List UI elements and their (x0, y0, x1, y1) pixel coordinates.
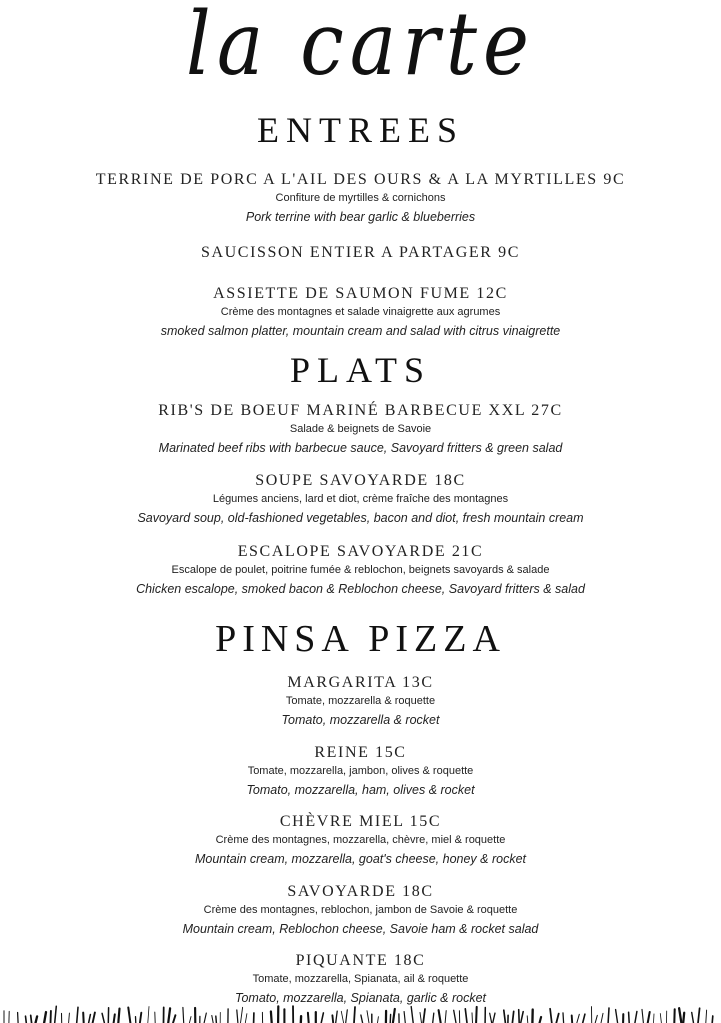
brush-stroke (404, 1012, 405, 1023)
brush-stroke (148, 1007, 149, 1023)
brush-stroke (519, 1010, 520, 1023)
menu-logo: la carte (185, 0, 536, 96)
brush-stroke (616, 1010, 618, 1023)
brush-stroke (93, 1013, 95, 1023)
brush-stroke (212, 1016, 213, 1023)
brush-stroke (245, 1014, 247, 1023)
brush-stroke (77, 1007, 78, 1023)
brush-stroke (445, 1011, 446, 1023)
brush-stroke (654, 1014, 655, 1023)
brush-stroke (118, 1009, 119, 1023)
brush-stroke (168, 1008, 170, 1023)
section-title-entrees: ENTREES (257, 110, 464, 150)
dish-name: ESCALOPE SAVOYARDE 21C (237, 543, 484, 560)
brush-stroke (26, 1016, 27, 1023)
brush-stroke (204, 1013, 206, 1023)
section-title-pinsa-pizza: PINSA PIZZA (215, 618, 506, 660)
dish-terrine (0, 170, 721, 226)
brush-stroke (635, 1012, 637, 1023)
dish-description-fr: Crème des montagnes, reblochon, jambon de Savoie & roquette (203, 904, 518, 916)
brush-stroke (83, 1013, 84, 1023)
brush-stroke (601, 1013, 603, 1023)
brush-stroke (55, 1006, 57, 1023)
brush-stroke (527, 1016, 528, 1023)
dish-description-en: Marinated beef ribs with barbecue sauce, Savoyard fritters & green salad (158, 441, 563, 455)
brush-stroke (648, 1012, 650, 1023)
brush-stroke (577, 1014, 580, 1023)
brush-stroke (642, 1009, 643, 1023)
dish-chevre-miel (0, 812, 721, 868)
brush-stroke (629, 1012, 630, 1023)
dish-name: RIB'S DE BOEUF MARINÉ BARBECUE XXL 27C (158, 402, 563, 419)
dish-description-en: Pork terrine with bear garlic & blueberries (245, 210, 476, 224)
brush-stroke (595, 1015, 597, 1023)
brush-stroke (512, 1011, 513, 1023)
brush-stroke (31, 1015, 32, 1023)
brush-stroke (493, 1013, 495, 1023)
brush-stroke (550, 1009, 552, 1023)
brush-stroke (490, 1013, 492, 1023)
brush-stroke (393, 1009, 395, 1023)
dish-name: PIQUANTE 18C (295, 952, 426, 969)
brush-stroke (321, 1013, 323, 1023)
brush-stroke (378, 1017, 379, 1023)
dish-description-en: Tomato, mozzarella, Spianata, garlic & rocket (234, 991, 487, 1005)
brush-stroke (341, 1011, 343, 1023)
brush-stroke (712, 1016, 713, 1023)
brush-stroke (346, 1010, 348, 1023)
dish-margarita (0, 673, 721, 729)
dish-description-en: Tomato, mozzarella & rocket (281, 713, 440, 727)
brush-stroke (692, 1012, 694, 1023)
dish-soupe (0, 471, 721, 527)
dish-name: SAUCISSON ENTIER A PARTAGER 9C (201, 244, 520, 261)
brush-stroke (465, 1009, 467, 1023)
brush-stroke (454, 1010, 456, 1023)
dish-description-fr: Légumes anciens, lard et diot, crème fraîche des montagnes (212, 493, 509, 505)
brush-stroke (271, 1012, 272, 1023)
dish-description-fr: Tomate, mozzarella, jambon, olives & roquette (247, 765, 474, 777)
brush-stroke (308, 1013, 309, 1023)
section-title-plats: PLATS (289, 350, 432, 390)
dish-ribs (0, 401, 721, 457)
dish-name: SOUPE SAVOYARDE 18C (255, 472, 466, 489)
brush-stroke (504, 1010, 506, 1023)
dish-name: ASSIETTE DE SAUMON FUME 12C (213, 285, 508, 302)
dish-description-fr: Tomate, mozzarella, Spianata, ail & roquette (252, 973, 469, 985)
dish-piquante (0, 951, 721, 1007)
brush-stroke (216, 1016, 217, 1023)
brush-stroke (332, 1015, 333, 1023)
dish-savoyarde (0, 882, 721, 938)
brush-stroke (189, 1017, 191, 1023)
brush-stroke (128, 1008, 130, 1023)
dish-name: SAVOYARDE 18C (287, 883, 434, 900)
brush-stroke (706, 1010, 707, 1023)
brush-stroke (241, 1007, 243, 1023)
brush-stroke (89, 1015, 91, 1023)
dish-description-fr: Escalope de poulet, poitrine fumée & reblochon, beignets savoyards & salade (171, 564, 550, 576)
brush-stroke (411, 1007, 413, 1023)
brush-stroke (698, 1008, 700, 1023)
brush-stroke (679, 1008, 681, 1023)
brush-stroke (354, 1007, 355, 1023)
brush-stroke (114, 1014, 115, 1023)
dish-name: TERRINE DE PORC A L'AIL DES OURS & A LA MYRTILLES 9C (95, 171, 626, 188)
brush-stroke (336, 1011, 338, 1023)
dish-description-en: Mountain cream, mozzarella, goat's cheese, honey & rocket (194, 852, 527, 866)
brush-stroke (563, 1013, 564, 1023)
brush-stroke (423, 1009, 425, 1023)
brush-stroke (683, 1013, 684, 1023)
brush-stroke (521, 1012, 524, 1023)
dish-description-en: Mountain cream, Reblochon cheese, Savoie ham & rocket salad (182, 922, 539, 936)
decorative-brush-border (0, 1005, 721, 1023)
dish-saucisson (0, 243, 721, 263)
brush-stroke (102, 1013, 104, 1023)
brush-stroke (476, 1007, 477, 1023)
brush-stroke (183, 1007, 184, 1023)
dish-description-en: Chicken escalope, smoked bacon & Reblochon cheese, Savoyard fritters & salad (136, 582, 585, 596)
dish-description-en: Tomato, mozzarella, ham, olives & rocket (246, 783, 475, 797)
dish-description-en: smoked salmon platter, mountain cream and salad with citrus vinaigrette (160, 324, 561, 338)
brush-stroke (439, 1010, 441, 1023)
brush-stroke (420, 1013, 422, 1023)
brush-stroke (36, 1016, 38, 1023)
brush-stroke (660, 1014, 661, 1023)
dish-description-fr: Crème des montagnes, mozzarella, chèvre, miel & roquette (215, 834, 506, 846)
dish-saumon (0, 284, 721, 340)
brush-stroke (540, 1017, 542, 1023)
brush-stroke (237, 1010, 238, 1023)
brush-stroke (140, 1013, 141, 1023)
brush-stroke (18, 1013, 19, 1023)
brush-stroke (367, 1011, 369, 1023)
brush-stroke (361, 1015, 363, 1023)
dish-reine (0, 743, 721, 799)
brush-stroke (69, 1013, 70, 1023)
dish-name: CHÈVRE MIEL 15C (279, 813, 442, 830)
dish-description-fr: Tomate, mozzarella & roquette (285, 695, 436, 707)
dish-name: MARGARITA 13C (287, 674, 434, 691)
brush-stroke (472, 1013, 473, 1023)
brush-stroke (173, 1015, 175, 1023)
dish-description-fr: Confiture de myrtilles & cornichons (275, 192, 446, 204)
brush-stroke (583, 1014, 585, 1023)
brush-stroke (44, 1012, 46, 1023)
brush-stroke (556, 1014, 558, 1023)
brush-stroke (433, 1013, 434, 1023)
brush-stroke (572, 1015, 573, 1023)
dish-description-fr: Salade & beignets de Savoie (289, 423, 432, 435)
brush-stroke (608, 1008, 609, 1023)
dish-description-fr: Crème des montagnes et salade vinaigrette aux agrumes (220, 306, 501, 318)
dish-escalope (0, 542, 721, 598)
dish-name: REINE 15C (314, 744, 407, 761)
dish-description-en: Savoyard soup, old-fashioned vegetables, bacon and diot, fresh mountain cream (137, 511, 584, 525)
